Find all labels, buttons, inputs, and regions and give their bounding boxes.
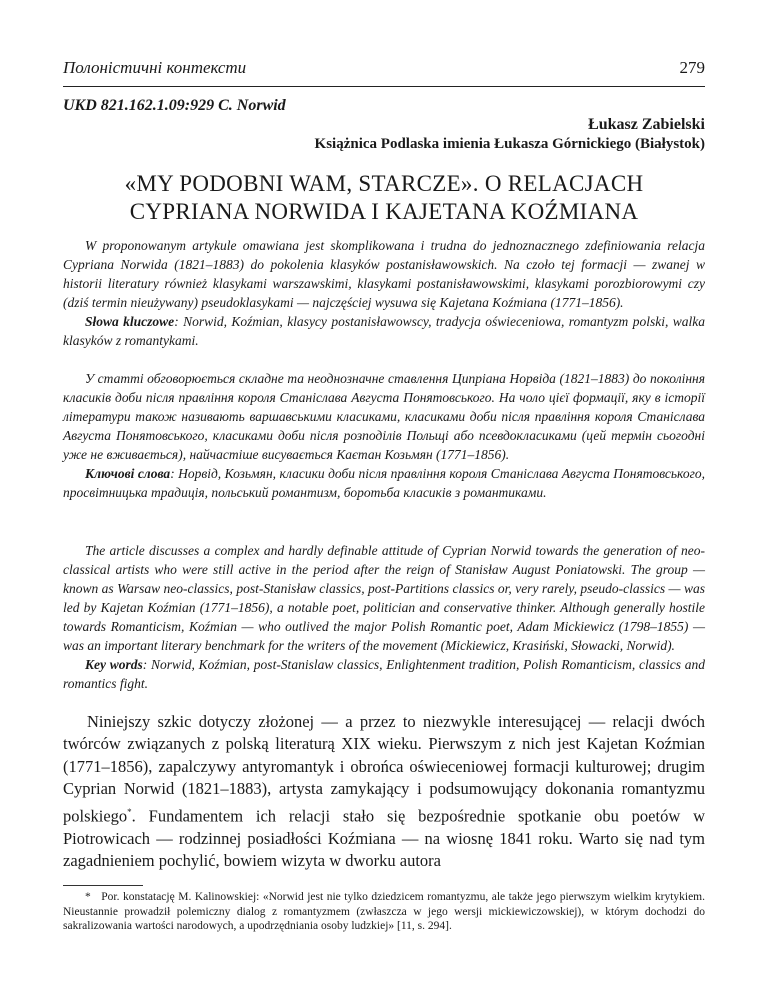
footnote-reference[interactable]: *: [127, 806, 132, 817]
page-number: 279: [679, 58, 705, 77]
title-line-1: «MY PODOBNI WAM, STARCZE». O RELACJACH: [124, 171, 644, 196]
footnote-paragraph: [63, 890, 705, 934]
keywords-list: : Norwid, Koźmian, klasycy postanisławowscy, tradycja oświeceniowa, romantyzm polski, walka klasyków z romantykami.: [63, 314, 705, 348]
abstract-polish: [63, 236, 705, 350]
running-head: [63, 58, 705, 82]
udc-code: UKD 821.162.1.09:929 C. Norwid: [63, 97, 286, 114]
footnote-mark: *: [85, 891, 91, 903]
keywords-label: Ключові слова: [85, 466, 171, 481]
body-paragraph-start: Niniejszy szkic dotyczy złożonej — a przez to niezwykle interesującej — relacji dwóch twórców związanych z polską literaturą XIX wieku. Pierwszym z nich jest Kajetan Koźmian (1771–1856), zapalczywy antyromantyk i obrońca oświeceniowej formacji kulturowej; drugim Cyprian Norwid (1821–1883), artysta zamykający i podsumowujący dokonania romantyzmu polskiego: [63, 712, 705, 826]
footnote-rule: [63, 885, 143, 886]
abstract-english: [63, 541, 705, 693]
title-line-2: CYPRIANA NORWIDA I KAJETANA KOŹMIANA: [129, 199, 639, 224]
abstract-text: W proponowanym artykule omawiana jest skomplikowana i trudna do jednoznacznego zdefiniowania relacja Cypriana Norwida (1821–1883) do pokolenia klasyków postanisławowskich. Na czoło tej formacji — zwanej w historii literatury również klasykami warszawskimi, klasykami postanisławowskimi, klasykami porozbiorowymi czy (dziś termin nieużywany) pseudoklasykami — najczęściej wysuwa się Kajetana Koźmiana (1771–1856).: [63, 238, 705, 310]
body-paragraph-end: . Fundamentem ich relacji stało się bezpośrednie spotkanie obu poetów w Piotrowicach — rodzinnej posiadłości Koźmiana — na wiosnę 1841 roku. Warto się nad tym zagadnieniem pochylić, bowiem wizyta w dworku autora: [63, 806, 705, 870]
body-paragraph: [63, 711, 705, 872]
keywords-list: : Norwid, Koźmian, post-Stanislaw classics, Enlightenment tradition, Polish Romanticism, classics and romantics fight.: [63, 657, 705, 691]
author-name: Łukasz Zabielski: [588, 116, 705, 133]
keywords: [63, 464, 705, 502]
body-text: [63, 711, 705, 872]
keywords-label: Key words: [85, 657, 143, 672]
header-rule: [63, 86, 705, 87]
abstract-ukrainian: [63, 369, 705, 502]
keywords-list: : Норвід, Козьмян, класики доби після правління короля Станіслава Августа Понятовського, просвітницька традиція, польський романтизм, боротьба класиків з романтиками.: [63, 466, 705, 500]
author-affiliation: Książnica Podlaska imienia Łukasza Górnickiego (Białystok): [314, 136, 705, 152]
abstract-text: The article discusses a complex and hardly definable attitude of Cyprian Norwid towards the generation of neo-classical artists who were still active in the period after the reign of Stanisław August Poniatowski. The group — known as Warsaw neo-classics, post-Stanisław classics, post-Partitions classics or, very rarely, pseudo-classics — was led by Kajetan Koźmian (1771–1856), a notable poet, politician and conservative thinker. Although generally hostile towards Romanticism, Koźmian — who outlived the major Polish Romantic poet, Adam Mickiewicz (1798–1855) — was an important literary benchmark for the writers of the movement (Mickiewicz, Krasiński, Słowacki, Norwid).: [63, 543, 705, 653]
keywords-label: Słowa kluczowe: [85, 314, 175, 329]
article-title: [63, 170, 705, 226]
footnote-text: Por. konstatację M. Kalinowskiej: «Norwid jest nie tylko dziedzicem romantyzmu, ale także jego pierwszym wielkim krytykiem. Nieustannie prowadził polemiczny dialog z romantyzmem (zwłaszcza w jego wersji mickiewiczowskiej), w którym dochodzi do sakralizowania wartości narodowych, a upodrzędniania osoby ludzkiej» [11, s. 294].: [63, 891, 706, 932]
journal-title: Полоністичні контексти: [63, 58, 247, 77]
abstract-text: У статті обговорюється складне та неоднозначне ставлення Ципріана Норвіда (1821–1883) до покоління класиків доби після правління короля Станіслава Августа Понятовського. На чоло цієї формації, яку в історії літератури також називають варшавськими класиками, класиками доби після правління короля Станіслава Августа Понятовського, класиками доби після розподілів Польщі або псевдокласиками (цей термін сьогодні уже не вживається), найчастіше висувається Каєтан Козьмян (1771–1856).: [63, 371, 705, 462]
keywords: [63, 312, 705, 350]
keywords: [63, 655, 705, 693]
footnote: [63, 890, 705, 934]
